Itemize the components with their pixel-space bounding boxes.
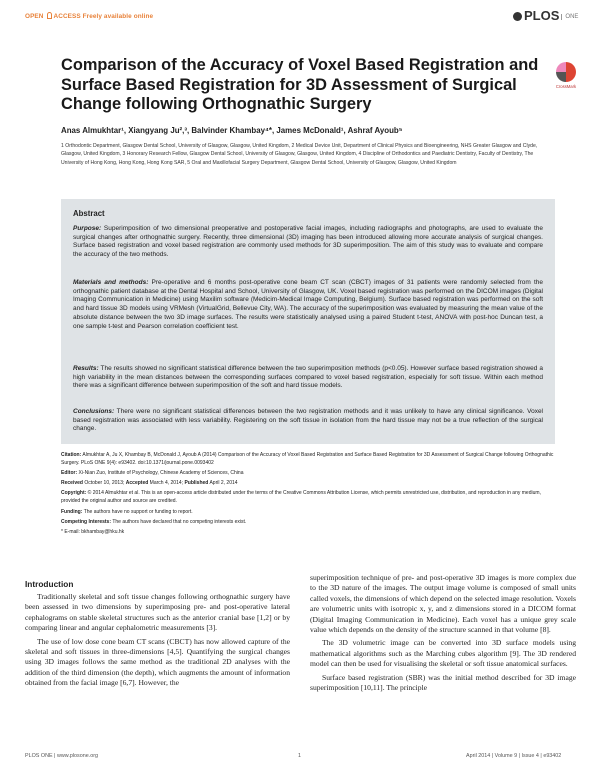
received-label: Received <box>61 480 83 487</box>
plos-circle-icon <box>513 12 522 21</box>
accepted-date: March 4, 2014; <box>148 480 185 487</box>
editor-label: Editor: <box>61 470 78 477</box>
citation-label: Citation: <box>61 452 82 458</box>
results-head: Results: <box>73 365 99 372</box>
intro-paragraph-5: Surface based registration (SBR) was the initial method described for 3D image superimposition [10,11]. The principle <box>310 672 576 693</box>
intro-paragraph-3: superimposition technique of pre- and post-operative 3D images is more complex due to the 3D nature of the images. The output image volume is composed of small units called voxels, the dimensions of which depend on the selected image resolution. Voxels are volumetric units with isotropic x, y, and z dimensions stored in a DICOM format (Digital Imaging Communication in Medicine). Each voxel has a unique grey scale value which depends on the density of the structure scanned in that volume [8]. <box>310 573 576 635</box>
author-list: Anas Almukhtar¹, Xiangyang Ju²,³, Balvinder Khambay⁴*, James McDonald¹, Ashraf Ayoub⁵ <box>61 126 403 135</box>
plos-one-logo[interactable] <box>513 8 578 23</box>
accepted-label: Accepted <box>125 480 149 487</box>
abstract-results <box>73 365 543 391</box>
crossmark-icon <box>556 62 576 82</box>
citation-text: Almukhtar A, Ju X, Khambay B, McDonald J, Ayoub A (2014) Comparison of the Accuracy of Voxel Based Registration and Surface Based Registration for 3D Assessment of Surgical Change following Orthognathic Surgery. PLoS ONE 9(4): e93402. doi:10.1371/journal.pone.0093402 <box>61 452 554 467</box>
intro-paragraph-4: The 3D volumetric image can be converted into 3D surface models using mathematical algorithms such as the Marching cubes algorithm [9]. The 3D rendered model can then be used for visualising the skeletal or soft tissue anatomical surfaces. <box>310 638 576 669</box>
article-title: Comparison of the Accuracy of Voxel Based Registration and Surface Based Registration for 3D Assessment of Surgical Change following Orthognathic Surgery <box>61 56 539 113</box>
purpose-text: Superimposition of two dimensional preoperative and postoperative facial images, including radiographs and photographs, are used to evaluate the surgical changes after orthognathic surgery. Recently, three dimensional (3D) imaging has been introduced allowing more accurate analysis of surgical changes. Surface based registration and voxel based registration are commonly used methods for 3D superimposition. The aim of this study was to evaluate and compare the accuracy of the two methods. <box>73 225 543 259</box>
abstract-heading: Abstract <box>73 209 105 218</box>
plos-logo-text: PLOS <box>524 8 560 23</box>
copyright-text: © 2014 Almukhtar et al. This is an open-access article distributed under the terms of the Creative Commons Attribution License, which permits unrestricted use, distribution, and reproduction in any medium, provided the original author and source are credited. <box>61 490 541 505</box>
abstract-purpose <box>73 225 543 260</box>
competing-interests <box>61 518 555 526</box>
purpose-head: Purpose: <box>73 225 102 232</box>
funding-text: The authors have no support or funding to report. <box>82 508 193 515</box>
open-access-text: ACCESS Freely available online <box>53 13 154 20</box>
affiliations: 1 Orthodontic Department, Glasgow Dental School, University of Glasgow, Glasgow, United Kingdom, 2 Medical Device Unit, Department of Clinical Physics and Bioengineering, NHS Greater Glasgow and Clyde, Glasgow, United Kingdom, 3 Honorary Research Fellow, Glasgow Dental School, University of Glasgow, Glasgow, United Kingdom, 4 Discipline of Orthodontics and Paediatric Dentistry, Faculty of Dentistry, The University of Hong Kong, Hong Kong, Hong Kong SAR, 5 Oral and Maxillofacial Surgery Department, Glasgow Dental School, University of Glasgow, Glasgow, United Kingdom <box>61 143 538 166</box>
published-label: Published <box>184 480 209 487</box>
plos-logo-suffix: ONE <box>561 14 578 20</box>
footer-issue: April 2014 | Volume 9 | Issue 4 | e93402 <box>466 753 562 759</box>
email-link[interactable]: * E-mail: bkhambay@hku.hk <box>61 528 125 535</box>
dates <box>61 479 555 487</box>
competing-label: Competing Interests: <box>61 518 112 525</box>
editor <box>61 469 555 477</box>
abstract-box <box>61 199 555 444</box>
abstract-conclusions <box>73 408 543 434</box>
citation <box>61 451 555 467</box>
page-number: 1 <box>298 753 301 759</box>
open-lock-icon <box>47 12 52 19</box>
copyright <box>61 489 555 505</box>
results-text: The results showed no significant statistical difference between the two superimposition methods (p<0.05). However surface based registration showed a high variability in the mean distances between the corresponding surfaces compared to voxel based registration, especially for soft tissue. Within each method there was a significant difference between superimposition of the soft and hard tissue models. <box>73 365 543 390</box>
methods-head: Materials and methods: <box>73 279 149 286</box>
funding <box>61 508 555 516</box>
methods-text: Pre-operative and 6 months post-operative cone beam CT scan (CBCT) images of 31 patients were randomly selected from the orthognathic patient database at the Dental Hospital and School, University of Glasgow, UK. Voxel based registration was performed on the DICOM images (Digital Imaging Communication in Medicine) using Maxilim software (Medicim-Medical Image Computing, Belgium). Surface based registration was performed on the soft and hard tissue 3D models using VRMesh (VirtualGrid, Bellevue City, WA). The accuracy of the superimposition was evaluated by measuring the mean value of the absolute distance between the two 3D image surfaces. The results were statistically analysed using a paired Student t-test, ANOVA with post-hoc Duncan test, a one sample t-test and Pearson correlation coefficient test. <box>73 279 544 330</box>
received-date: October 10, 2013; <box>82 480 126 487</box>
open-access-banner <box>25 12 153 20</box>
abstract-methods <box>73 279 543 331</box>
published-date: April 2, 2014 <box>208 480 238 487</box>
body-left-column <box>25 592 290 692</box>
intro-paragraph-1: Traditionally skeletal and soft tissue changes following orthognathic surgery have been assessed in two dimensions by superimposing pre- and post-operative lateral cephalograms on stable skeletal structures such as the anterior cranial base [1,2] or by comparing linear and angular cephalometric measurements [3]. <box>25 592 290 633</box>
funding-label: Funding: <box>61 508 83 515</box>
conclusions-text: There were no significant statistical differences between the two registration methods and it was unlikely to have any clinical significance. Voxel based registration was associated with less variability. Registering on the soft tissue in isolation from the hard tissue may not be a true reflection of the surgical change. <box>73 408 543 433</box>
crossmark-label: CrossMark <box>555 84 577 89</box>
article-metadata <box>61 451 555 538</box>
copyright-label: Copyright: <box>61 490 87 497</box>
introduction-heading: Introduction <box>25 579 74 589</box>
editor-text: Xi-Nian Zuo, Institute of Psychology, Chinese Academy of Sciences, China <box>77 470 244 477</box>
competing-text: The authors have declared that no competing interests exist. <box>111 518 247 525</box>
body-right-column <box>310 573 576 696</box>
open-access-label: OPEN <box>25 13 44 20</box>
conclusions-head: Conclusions: <box>73 408 115 415</box>
crossmark-badge[interactable] <box>546 62 586 89</box>
footer-journal: PLOS ONE | www.plosone.org <box>25 753 99 759</box>
intro-paragraph-2: The use of low dose cone beam CT scans (CBCT) has now allowed capture of the skeletal and soft tissues in three-dimensions [4,5]. Quantifying the surgical changes using 3D images follows the same method as the traditional 2D analyses with the addition of the third dimension (the depth), which augments the amount of information obtained from the facial image [6,7]. However, the <box>25 636 290 688</box>
